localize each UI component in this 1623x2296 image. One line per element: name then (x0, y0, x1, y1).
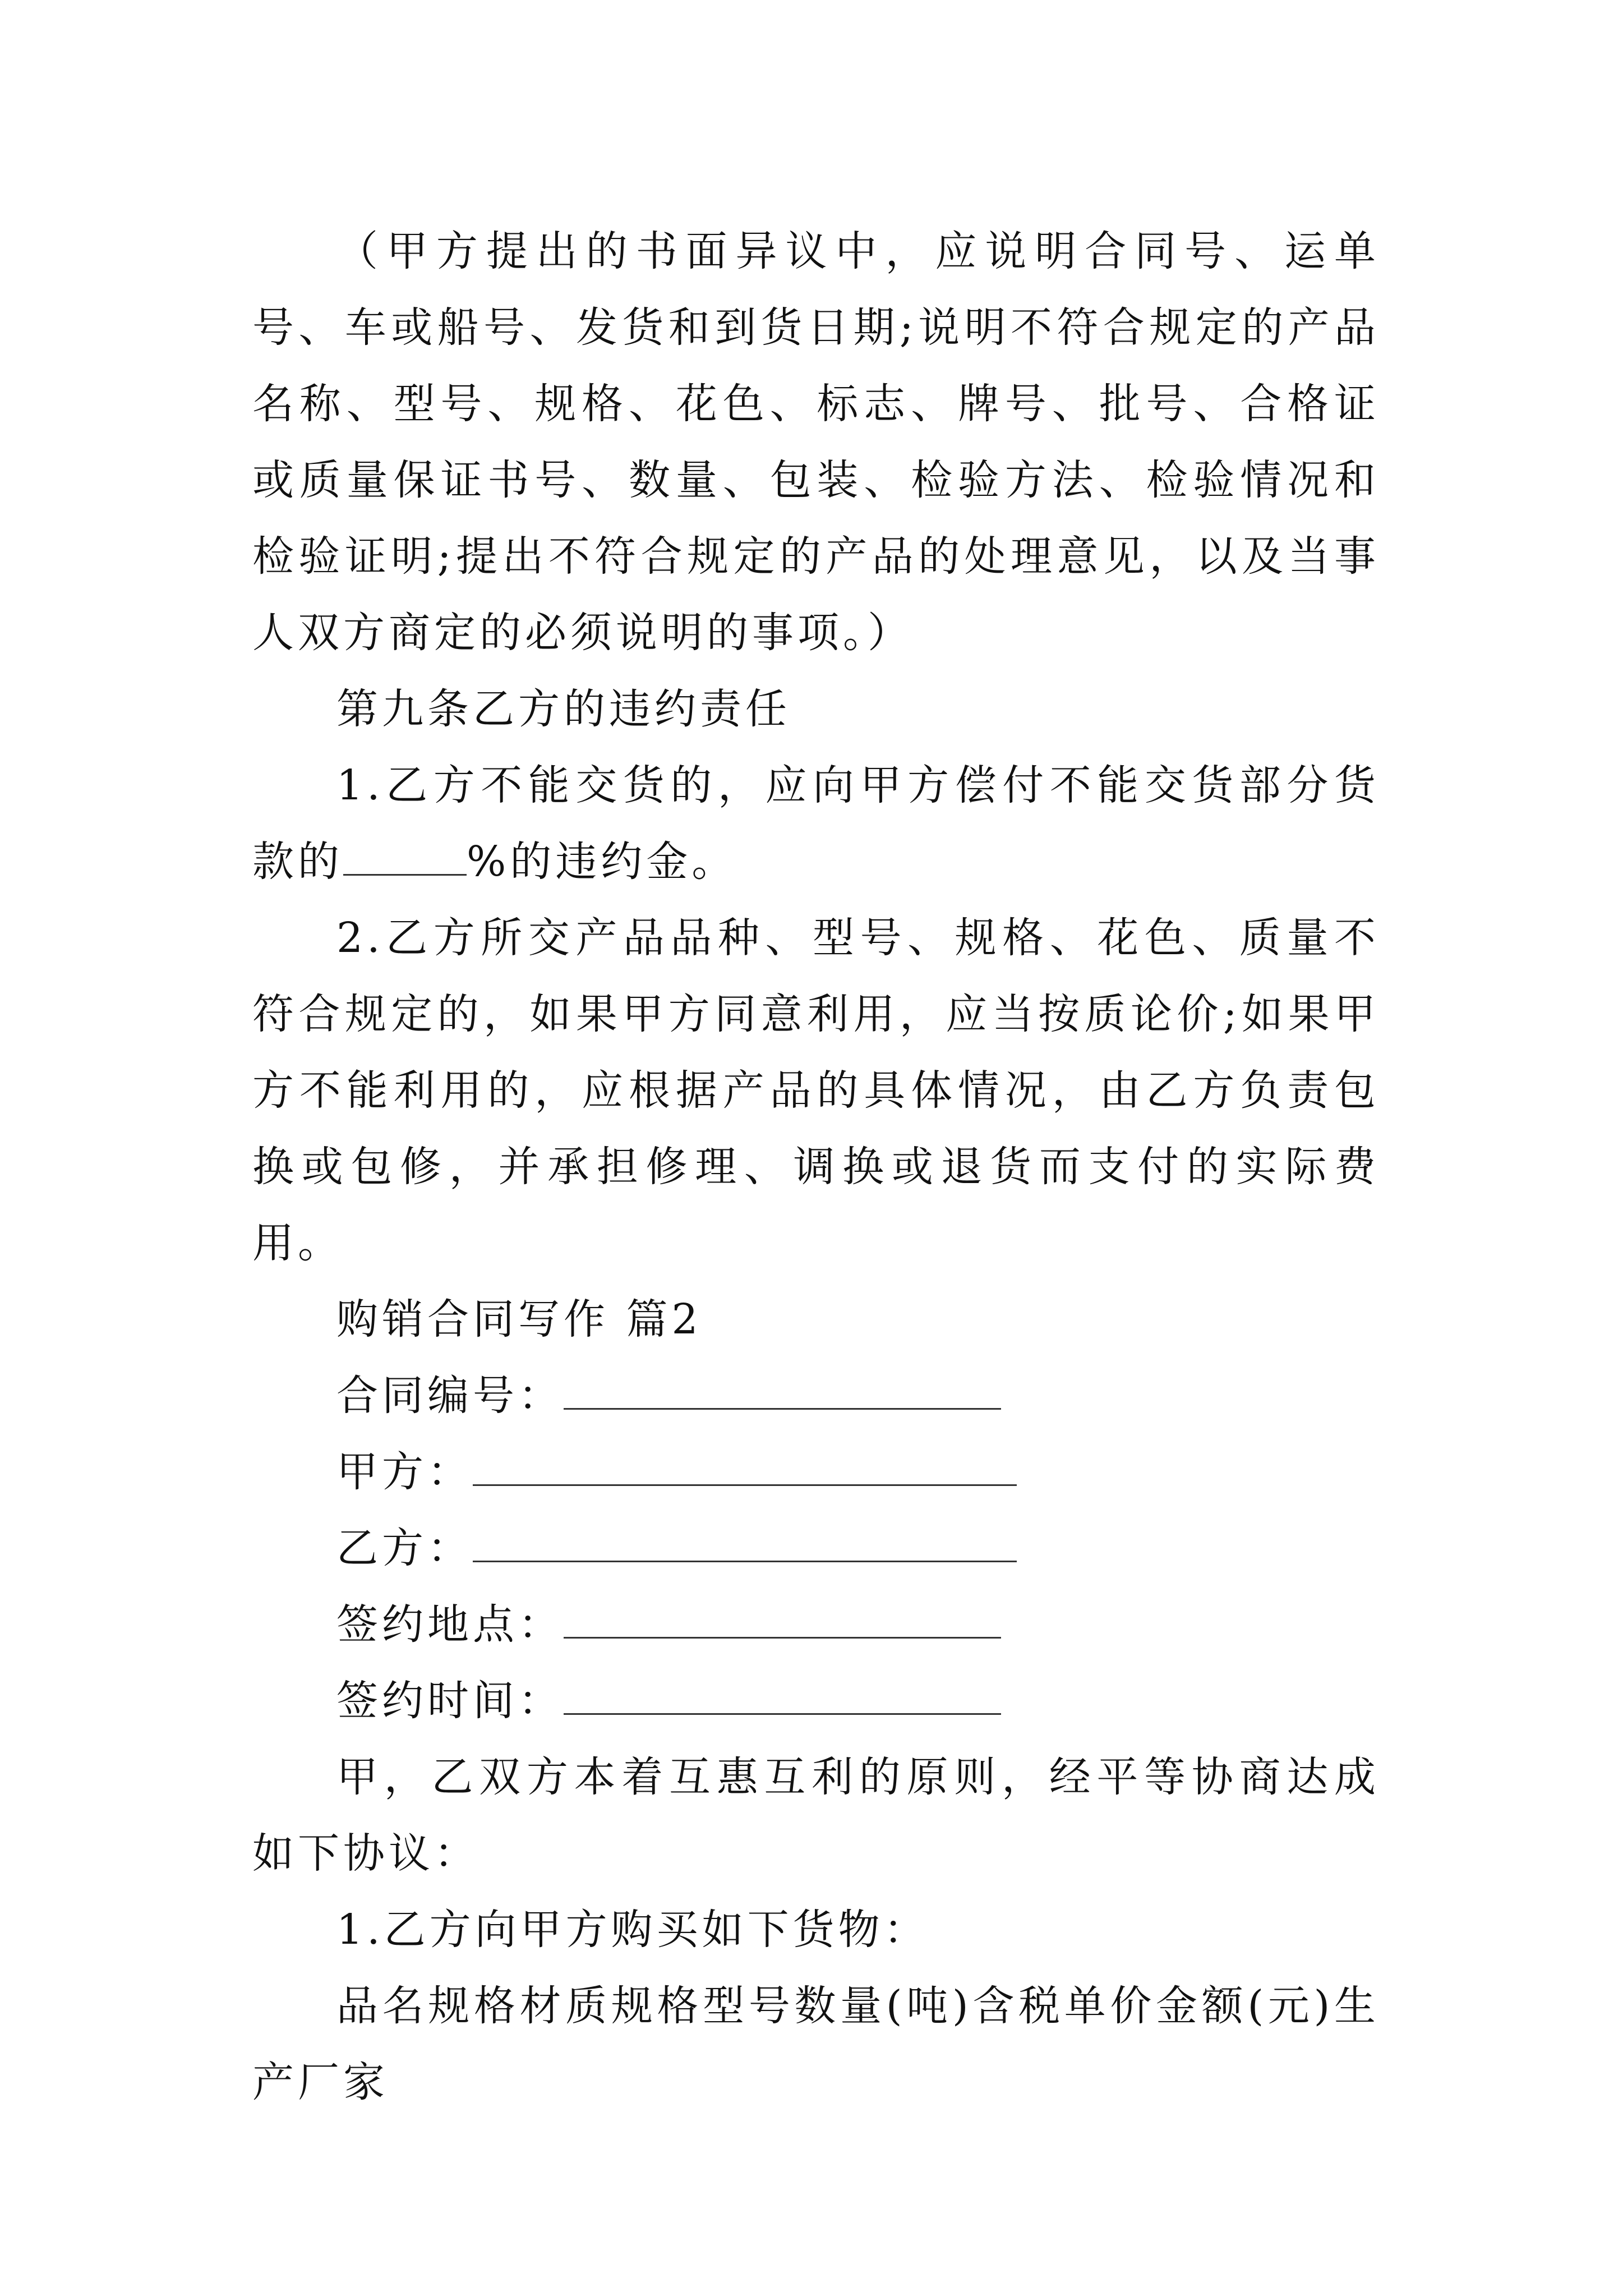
party-a-row (252, 1434, 1380, 1510)
contract-number-label: 合同编号： (336, 1372, 564, 1420)
party-a-label: 甲方： (336, 1448, 473, 1496)
party-a-blank (473, 1447, 1017, 1486)
goods-table-header: 品名规格材质规格型号数量(吨)含税单价金额(元)生产厂家 (252, 1982, 1380, 2106)
sign-place-blank (564, 1600, 1001, 1639)
article-9-heading: 第九条乙方的违约责任 (336, 685, 791, 733)
party-b-label: 乙方： (336, 1524, 473, 1572)
party-b-blank (473, 1524, 1017, 1562)
sign-time-label: 签约时间： (336, 1677, 564, 1725)
sign-place-label: 签约地点： (336, 1600, 564, 1649)
article-9-item-1-suffix: %的违约金。 (467, 838, 737, 886)
contract-number-row (252, 1358, 1380, 1434)
party-b-row (252, 1510, 1380, 1586)
sign-time-blank (564, 1676, 1001, 1715)
article-9-item-1-text: 1.乙方不能交货的，应向甲方偿付不能交货部分货款的 (252, 761, 1380, 886)
section-2-title: 购销合同写作 篇2 (336, 1295, 702, 1343)
penalty-percent-blank (343, 837, 467, 876)
contract-number-blank (564, 1371, 1001, 1410)
article-9-item-1 (252, 747, 1380, 900)
article-9-item-2: 2.乙方所交产品品种、型号、规格、花色、质量不符合规定的，如果甲方同意利用，应当按质论价;如果甲方不能利用的，应根据产品的具体情况，由乙方负责包换或包修，并承担修理、调换或退货而支付的实际费用。 (252, 914, 1380, 1267)
sign-time-row (252, 1663, 1380, 1739)
document-page (252, 213, 1380, 2120)
agreement-paragraph: 甲，乙双方本着互惠互利的原则，经平等协商达成如下协议： (252, 1753, 1380, 1878)
objection-paragraph: （甲方提出的书面异议中，应说明合同号、运单号、车或船号、发货和到货日期;说明不符合规定的产品名称、型号、规格、花色、标志、牌号、批号、合格证或质量保证书号、数量、包装、检验方法、检验情况和检验证明;提出不符合规定的产品的处理意见，以及当事人双方商定的必须说明的事项。） (252, 227, 1380, 657)
sign-place-row (252, 1586, 1380, 1663)
item-1-paragraph: 1.乙方向甲方购买如下货物： (336, 1906, 929, 1954)
